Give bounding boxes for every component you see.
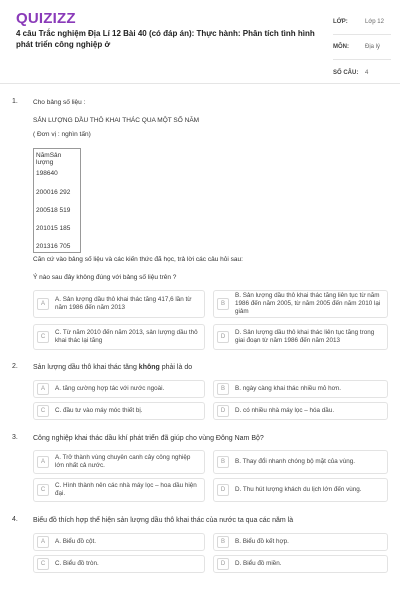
option-text: D. Thu hút lượng khách du lịch lớn đến vùng. — [235, 486, 362, 493]
meta-value: Địa lý — [365, 44, 381, 50]
question-text: Ý nào sau đây không đúng với bảng số liệu trên ? — [33, 274, 177, 281]
option-a[interactable] — [33, 380, 205, 398]
option-d[interactable] — [213, 478, 388, 502]
table-title: SẢN LƯỢNG DẦU THÔ KHAI THÁC QUA MỘT SỐ NĂM — [33, 117, 200, 124]
option-text: D. Sản lượng dầu thô khai thác liên tục tăng trong giai đoạn từ năm 1986 đến năm 2013 — [235, 329, 375, 344]
option-text: B. Thay đổi nhanh chóng bộ mặt của vùng. — [235, 458, 355, 465]
meta-row-count — [333, 60, 391, 85]
table-row: 201015 185 — [36, 225, 71, 232]
page-header — [0, 0, 400, 84]
option-letter: A — [37, 536, 49, 548]
table-row: 200016 292 — [36, 189, 71, 196]
option-b[interactable] — [213, 533, 388, 551]
table-row: NămSản lượng — [36, 152, 62, 166]
option-letter: A — [37, 456, 49, 468]
option-b[interactable] — [213, 380, 388, 398]
option-c[interactable] — [33, 402, 205, 420]
meta-label: LỚP: — [333, 19, 348, 25]
option-d[interactable] — [213, 324, 388, 350]
page-title: 4 câu Trắc nghiệm Địa Lí 12 Bài 40 (có đáp án): Thực hành: Phân tích tình hình phát triển công nghiệp ở — [16, 29, 315, 49]
question-text-emphasis: không — [138, 364, 160, 371]
option-letter: B — [217, 456, 229, 468]
table-row: 198640 — [36, 170, 58, 177]
option-d[interactable] — [213, 555, 388, 573]
option-text: A. tăng cường hợp tác với nước ngoài. — [55, 385, 165, 392]
meta-label: MÔN: — [333, 44, 349, 50]
question-number: 1. — [12, 98, 18, 105]
option-letter: A — [37, 298, 49, 310]
option-text: C. đầu tư vào máy móc thiết bị. — [55, 407, 143, 414]
question-number: 2. — [12, 363, 18, 370]
option-b[interactable] — [213, 290, 388, 318]
option-a[interactable] — [33, 450, 205, 474]
option-letter: D — [217, 405, 229, 417]
meta-row-grade — [333, 10, 391, 35]
meta-value: 4 — [365, 69, 369, 76]
option-letter: D — [217, 558, 229, 570]
question-body — [33, 516, 388, 526]
option-letter: C — [37, 484, 49, 496]
option-letter: D — [217, 484, 229, 496]
question-text: Biểu đồ thích hợp thể hiện sản lượng dầu thô khai thác của nước ta qua các năm là — [33, 517, 294, 524]
question-text — [33, 363, 388, 373]
meta-value: Lớp 12 — [365, 19, 384, 25]
data-table — [33, 148, 81, 253]
meta-row-subject — [333, 35, 391, 60]
option-text: C. Biểu đồ tròn. — [55, 560, 99, 567]
option-c[interactable] — [33, 324, 205, 350]
option-text: B. ngày càng khai thác nhiều mỏ hơn. — [235, 385, 341, 392]
option-text: C. Hình thành nên các nhà máy lọc – hoa dầu hiện đại. — [55, 482, 197, 497]
question-body — [33, 434, 388, 444]
option-a[interactable] — [33, 533, 205, 551]
question-instruction: Căn cứ vào bảng số liệu và các kiến thức đã học, trả lời các câu hỏi sau: — [33, 256, 243, 263]
option-text: D. Biểu đồ miền. — [235, 560, 282, 567]
question-number: 3. — [12, 434, 18, 441]
option-text: B. Biểu đồ kết hợp. — [235, 538, 289, 545]
meta-panel — [333, 10, 391, 85]
question-text-pre: Sản lượng dầu thô khai thác tăng — [33, 364, 139, 371]
table-row: 201316 705 — [36, 243, 71, 250]
option-c[interactable] — [33, 555, 205, 573]
question-number: 4. — [12, 516, 18, 523]
question-text: Công nghiệp khai thác dầu khí phát triển đã giúp cho vùng Đông Nam Bộ? — [33, 435, 264, 442]
question-body — [33, 255, 388, 282]
option-letter: C — [37, 331, 49, 343]
option-text: A. Biểu đồ cột. — [55, 538, 96, 545]
question-body — [33, 98, 388, 139]
quizizz-logo[interactable]: QUIZIZZ — [16, 10, 76, 27]
option-text: A. Trở thành vùng chuyên canh cây công nghiệp lớn nhất cả nước. — [55, 454, 191, 469]
option-letter: A — [37, 383, 49, 395]
option-letter: C — [37, 558, 49, 570]
option-letter: C — [37, 405, 49, 417]
option-text: B. Sản lượng dầu thô khai thác tăng liên tục từ năm 1986 đến năm 2005, từ năm 2005 đến năm 2010 lại giảm — [235, 292, 381, 315]
option-text: D. có nhiều nhà máy lọc – hóa dầu. — [235, 407, 335, 414]
option-letter: B — [217, 536, 229, 548]
option-d[interactable] — [213, 402, 388, 420]
option-c[interactable] — [33, 478, 205, 502]
question-body — [33, 363, 388, 373]
option-b[interactable] — [213, 450, 388, 474]
table-row: 200518 519 — [36, 207, 71, 214]
option-letter: B — [217, 383, 229, 395]
option-text: A. Sản lượng dầu thô khai thác tăng 417,6 lần từ năm 1986 đến năm 2013 — [55, 296, 192, 311]
question-intro: Cho bảng số liệu : — [33, 99, 86, 106]
option-letter: B — [217, 298, 229, 310]
option-text: C. Từ năm 2010 đến năm 2013, sản lượng dầu thô khai thác lại tăng — [55, 329, 198, 344]
table-unit: ( Đơn vị : nghìn tấn) — [33, 131, 91, 138]
meta-label: SỐ CÂU: — [333, 69, 359, 76]
question-text-post: phải là do — [159, 364, 193, 371]
option-letter: D — [217, 331, 229, 343]
option-a[interactable] — [33, 290, 205, 318]
